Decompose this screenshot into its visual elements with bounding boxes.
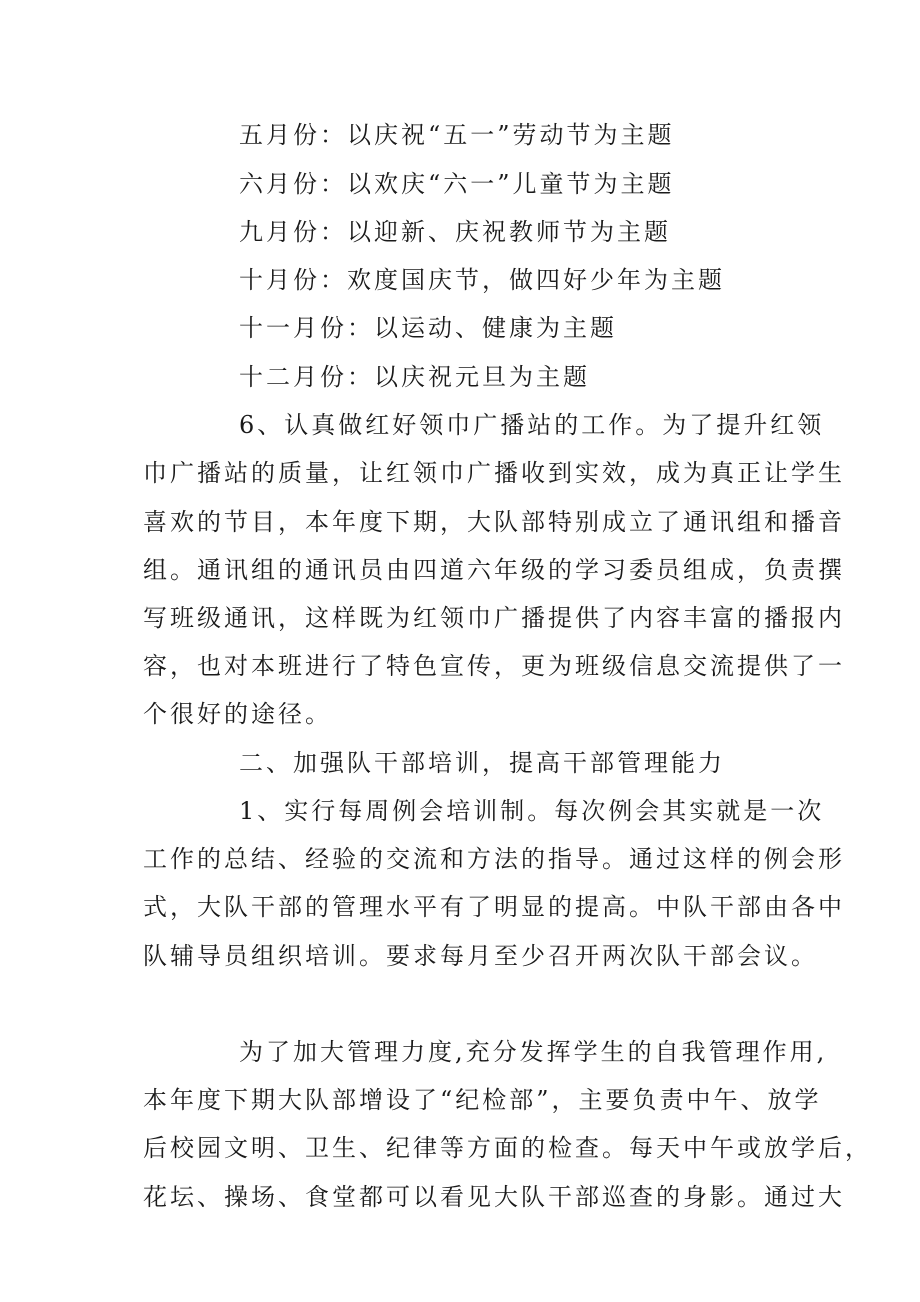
paragraph-line: 容，也对本班进行了特色宣传，更为班级信息交流提供了一	[143, 652, 845, 680]
paragraph-line: 1、实行每周例会培训制。每次例会其实就是一次	[239, 797, 825, 825]
paragraph-line: 巾广播站的质量，让红领巾广播收到实效，成为真正让学生	[143, 459, 845, 487]
paragraph-line: 6、认真做红好领巾广播站的工作。为了提升红领	[239, 411, 825, 439]
month-theme-june: 六月份：以欢庆“六一”儿童节为主题	[239, 170, 675, 198]
paragraph-line: 式，大队干部的管理水平有了明显的提高。中队干部由各中	[143, 893, 845, 921]
paragraph-line: 工作的总结、经验的交流和方法的指导。通过这样的例会形	[143, 845, 845, 873]
paragraph-line: 队辅导员组织培训。要求每月至少召开两次队干部会议。	[143, 942, 818, 970]
paragraph-line: 组。通讯组的通讯员由四道六年级的学习委员组成，负责撰	[143, 556, 845, 584]
month-theme-december: 十二月份：以庆祝元旦为主题	[239, 363, 590, 391]
section-heading: 二、加强队干部培训，提高干部管理能力	[239, 749, 725, 777]
paragraph-line: 为了加大管理力度,充分发挥学生的自我管理作用,	[239, 1038, 828, 1066]
paragraph-line: 个很好的途径。	[143, 700, 332, 728]
paragraph-line: 花坛、操场、食堂都可以看见大队干部巡查的身影。通过大	[143, 1183, 845, 1211]
month-theme-november: 十一月份：以运动、健康为主题	[239, 314, 617, 342]
paragraph-line: 写班级通讯，这样既为红领巾广播提供了内容丰富的播报内	[143, 604, 845, 632]
month-theme-may: 五月份：以庆祝“五一”劳动节为主题	[239, 121, 675, 149]
month-theme-september: 九月份：以迎新、庆祝教师节为主题	[239, 218, 671, 246]
month-theme-october: 十月份：欢度国庆节，做四好少年为主题	[239, 266, 725, 294]
paragraph-line: 本年度下期大队部增设了“纪检部”，主要负责中午、放学	[143, 1086, 822, 1114]
paragraph-line: 喜欢的节目，本年度下期，大队部特别成立了通讯组和播音	[143, 508, 845, 536]
paragraph-line: 后校园文明、卫生、纪律等方面的检查。每天中午或放学后，	[143, 1134, 872, 1162]
